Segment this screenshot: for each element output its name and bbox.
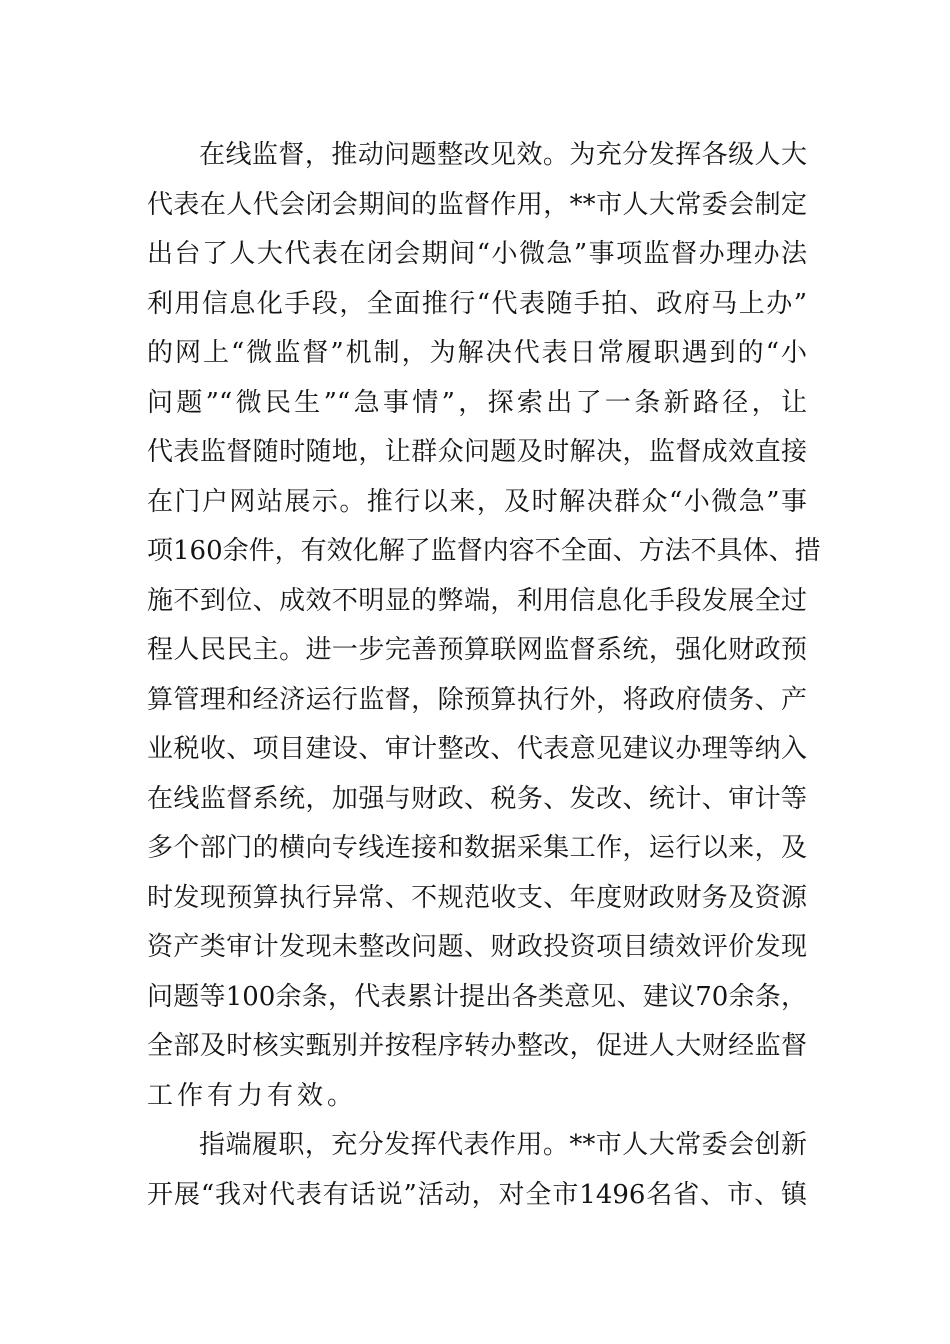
paragraph-1-line-12: 算管理和经济运行监督，除预算执行外，将政府债务、产 [147, 684, 807, 715]
paragraph-1-line-8: 在门户网站展示。推行以来，及时解决群众“小微急”事 [147, 486, 807, 517]
paragraph-1-line-5: 的网上“微监督”机制，为解决代表日常履职遇到的“小 [147, 338, 807, 368]
paragraph-1-line-6: 问题”“微民生”“急事情”，探索出了一条新路径，让 [147, 387, 807, 418]
body-text [147, 131, 821, 1220]
paragraph-2-line-1: 指端履职，充分发挥代表作用。**市人大常委会创新 [199, 1130, 807, 1160]
paragraph-1-line-4: 利用信息化手段，全面推行“代表随手拍、政府马上办” [147, 288, 807, 319]
paragraph-1-line-9: 项160余件，有效化解了监督内容不全面、方法不具体、措 [147, 536, 821, 566]
paragraph-1-line-11: 程人民民主。进一步完善预算联网监督系统，强化财政预 [147, 635, 807, 665]
paragraph-1-line-2: 代表在人代会闭会期间的监督作用，**市人大常委会制定 [147, 189, 807, 220]
paragraph-1-line-1: 在线监督，推动问题整改见效。为充分发挥各级人大 [199, 140, 807, 170]
paragraph-1-line-17: 资产类审计发现未整改问题、财政投资项目绩效评价发现 [147, 932, 807, 962]
paragraph-1-line-10: 施不到位、成效不明显的弊端，利用信息化手段发展全过 [147, 585, 807, 616]
paragraph-1-line-15: 多个部门的横向专线连接和数据采集工作，运行以来，及 [147, 833, 807, 863]
paragraph-1-line-16: 时发现预算执行异常、不规范收支、年度财政财务及资源 [147, 882, 807, 913]
paragraph-1-line-20: 工作有力有效。 [147, 1080, 358, 1111]
paragraph-1-line-3: 出台了人大代表在闭会期间“小微急”事项监督办理办法 [147, 239, 807, 269]
paragraph-1-line-19: 全部及时核实甄别并按程序转办整改，促进人大财经监督 [147, 1031, 807, 1061]
paragraph-2-line-2: 开展“我对代表有话说”活动，对全市1496名省、市、镇 [147, 1179, 807, 1210]
paragraph-1-line-18: 问题等100余条，代表累计提出各类意见、建议70余条， [147, 981, 807, 1012]
paragraph-1-line-7: 代表监督随时随地，让群众问题及时解决，监督成效直接 [147, 437, 807, 467]
paragraph-1-line-14: 在线监督系统，加强与财政、税务、发改、统计、审计等 [147, 783, 807, 814]
paragraph-1-line-13: 业税收、项目建设、审计整改、代表意见建议办理等纳入 [147, 734, 807, 764]
